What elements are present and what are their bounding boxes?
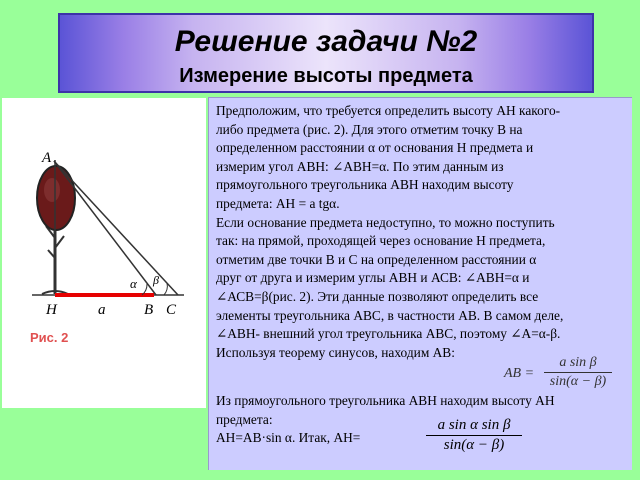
text-panel bbox=[208, 97, 632, 470]
text-line: элементы треугольника АВС, в частности АВ. В самом деле, bbox=[216, 307, 564, 323]
label-a: A bbox=[42, 150, 52, 166]
conclusion-text bbox=[216, 392, 630, 448]
text-line: Предположим, что требуется определить высоту АН какого- bbox=[216, 103, 561, 118]
figure-diagram bbox=[2, 98, 206, 408]
label-alpha: α bbox=[130, 276, 137, 291]
formula-ah-denominator: sin(α − β) bbox=[443, 437, 505, 453]
text-line: ∠АСВ=β(рис. 2). Эти данные позволяют определить все bbox=[216, 288, 539, 304]
solution-text bbox=[216, 102, 630, 362]
formula-ab-lhs: AB = bbox=[504, 366, 535, 381]
formula-ah-fraction bbox=[426, 417, 522, 454]
text-line: Из прямоугольного треугольника АВН находим высоту АН bbox=[216, 393, 555, 408]
text-line: прямоугольного треугольника АВН находим высоту bbox=[216, 177, 514, 193]
formula-ab-fraction bbox=[544, 355, 612, 390]
angle-beta-arc bbox=[164, 283, 167, 295]
formula-ab bbox=[504, 355, 614, 395]
label-segment-a: a bbox=[98, 302, 106, 318]
label-b: B bbox=[144, 302, 154, 318]
line-ac bbox=[54, 161, 178, 295]
text-line: друг от друга и измерим углы АВН и АСВ: ∠АВН=α и bbox=[216, 270, 530, 286]
formula-ah bbox=[426, 417, 522, 461]
text-line: измерим угол АВН: ∠АВН=α. По этим данным из bbox=[216, 158, 504, 174]
formula-ab-denominator: sin(α − β) bbox=[549, 374, 607, 389]
label-beta: β bbox=[153, 273, 159, 287]
text-line: определенном расстоянии α от основания Н предмета и bbox=[216, 140, 534, 156]
text-line: предмета: АН = a tgα. bbox=[216, 195, 340, 211]
line-ab bbox=[54, 161, 156, 295]
slide-title: Решение задачи №2 bbox=[174, 25, 478, 58]
text-line: Используя теорему синусов, находим АВ: bbox=[216, 344, 455, 360]
text-line: ∠АВН- внешний угол треугольника АВС, поэтому ∠А=α-β. bbox=[216, 326, 561, 342]
fraction-bar bbox=[544, 372, 612, 373]
figure-caption: Рис. 2 bbox=[30, 330, 69, 345]
fraction-bar bbox=[426, 435, 522, 436]
title-banner bbox=[58, 13, 594, 93]
text-line: так: на прямой, проходящей через основание Н предмета, bbox=[216, 233, 546, 249]
figure-panel bbox=[2, 98, 206, 408]
text-line: либо предмета (рис. 2). Для этого отметим точку В на bbox=[216, 121, 523, 137]
slide-subtitle: Измерение высоты предмета bbox=[179, 65, 473, 87]
tree-highlight bbox=[44, 178, 60, 202]
text-line: предмета: bbox=[216, 411, 273, 427]
label-c: C bbox=[166, 302, 177, 318]
formula-ah-numerator: a sin α sin β bbox=[437, 417, 511, 433]
text-line: АН=АВ·sin α. Итак, АН= bbox=[216, 430, 361, 446]
text-line: отметим две точки В и С на определенном расстоянии α bbox=[216, 251, 537, 267]
text-line: Если основание предмета недоступно, то можно поступить bbox=[216, 214, 555, 230]
formula-ab-numerator: a sin β bbox=[559, 355, 597, 370]
label-h: H bbox=[46, 302, 57, 318]
